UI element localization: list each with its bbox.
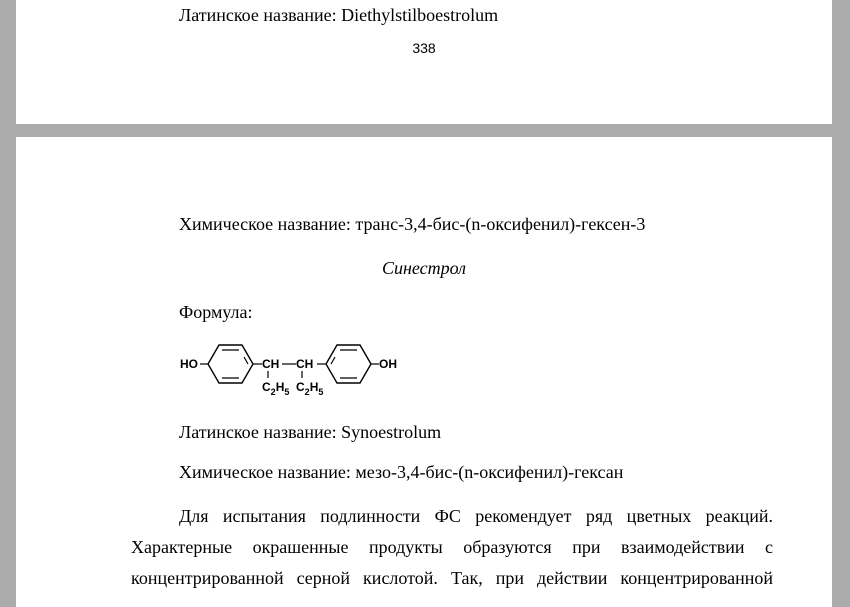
paragraph-color-reactions	[131, 501, 773, 594]
chemical-name-meso: Химическое название: мезо-3,4-бис-(n-оксифенил)-гексан	[179, 462, 624, 482]
ch-left-label: CH	[262, 357, 280, 371]
ho-label: HO	[180, 357, 198, 371]
structural-formula	[176, 335, 416, 401]
ethyl-right-label: $C_2H_5$	[296, 380, 324, 397]
ch-right-label: CH	[296, 357, 314, 371]
formula-label: Формула:	[179, 302, 253, 322]
latin-name-diethylstilboestrol: Латинское название: Diethylstilboestrolum	[179, 5, 499, 25]
ethyl-left-label: $C_2H_5$	[262, 380, 290, 397]
right-benzene-ring	[326, 345, 371, 383]
latin-name-synoestrol: Латинское название: Synoestrolum	[179, 422, 442, 442]
paragraph-line-1: Для испытания подлинности ФС рекомендует ряд цветных реакций.	[179, 506, 773, 526]
chemical-name-trans: Химическое название: транс-3,4-бис-(n-оксифенил)-гексен-3	[179, 214, 646, 234]
document-page-top	[16, 0, 832, 124]
document-page-bottom	[16, 137, 832, 607]
left-benzene-ring	[208, 345, 253, 383]
compound-title-synestrol: Синестрол	[381, 258, 467, 278]
oh-label: OH	[379, 357, 397, 371]
page-number: 338	[412, 40, 436, 56]
paragraph-line-3: концентрированной серной кислотой. Так, при действии концентрированной	[131, 568, 773, 588]
paragraph-line-2: Характерные окрашенные продукты образуются при взаимодействии с	[131, 537, 773, 557]
